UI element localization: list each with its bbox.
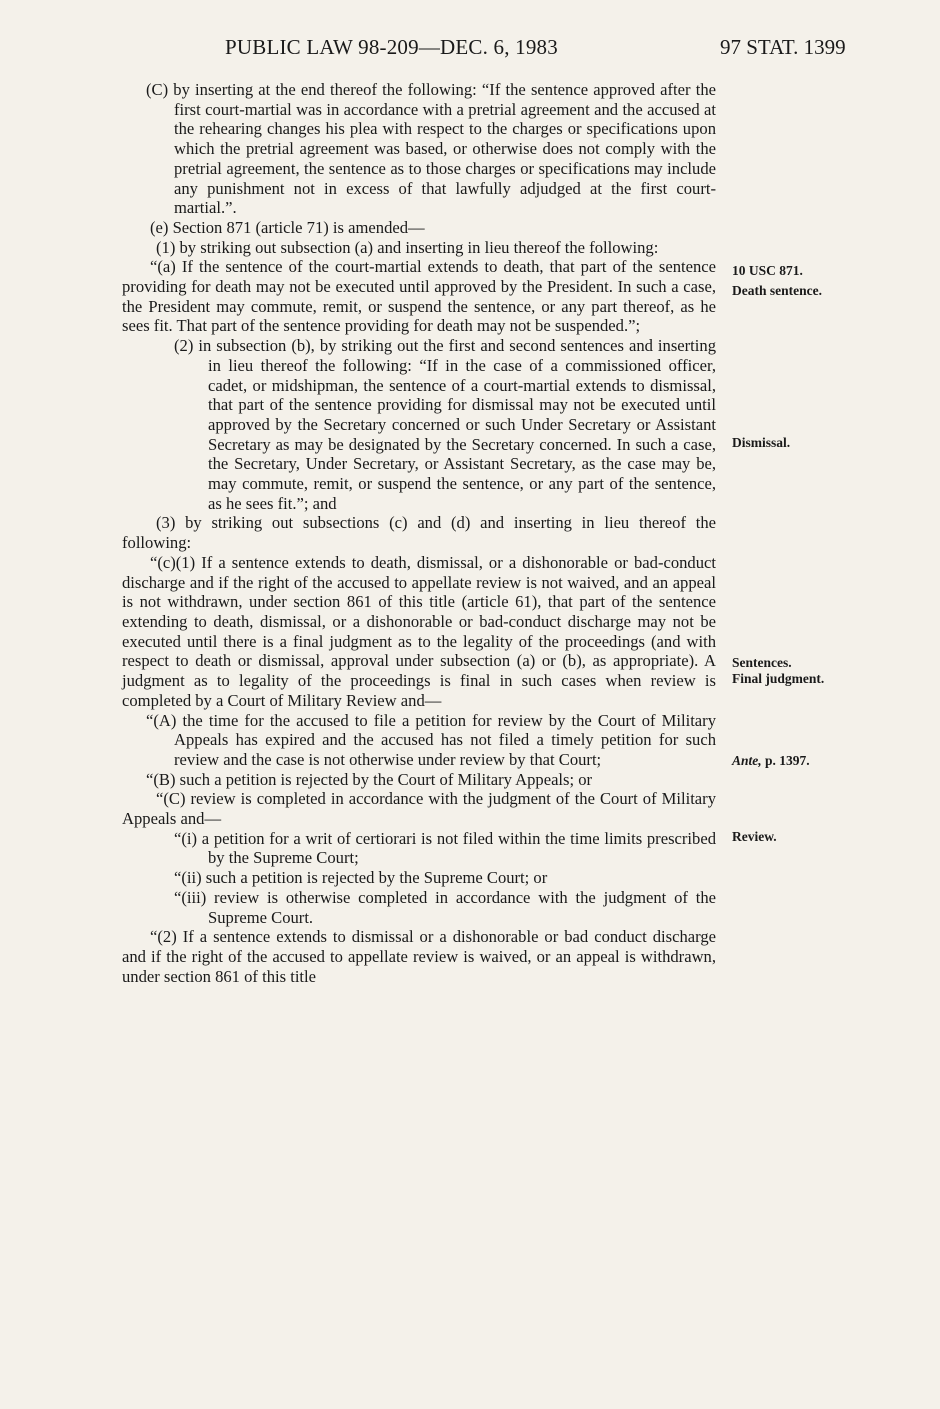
paragraph-c-inserting: (C) by inserting at the end thereof the following: “If the sentence approved after the first court-martial was in accordance with a pretrial agreement and the accused at the rehearing changes his plea with respect to the charges or specifications upon which the pretrial agreement was based, or otherwise does not comply with the pretrial agreement, the sentence as to those charges or specifications may include any punishment not in excess of that lawfully adjudged at the first court-martial.”.	[146, 80, 716, 218]
statute-body	[122, 80, 716, 986]
paragraph-quoted-a-death: “(a) If the sentence of the court-martial extends to death, that part of the sentence providing for death may not be executed until approved by the President. In such a case, the President may commute, remit, or suspend the sentence, or any part thereof, as he sees fit. That part of the sentence providing for death may not be suspended.”;	[122, 257, 716, 336]
margin-note-review: Review.	[732, 829, 777, 844]
paragraph-2-subsection-b: (2) in subsection (b), by striking out the first and second sentences and inserting in lieu thereof the following: “If in the case of a commissioned officer, cadet, or midshipman, the sentence of a court-martial extends to dismissal, that part of the sentence providing for dismissal may not be executed until approved by the Secretary concerned or such Under Secretary or Assistant Secretary as may be designated by the Secretary concerned. In such a case, the Secretary, Under Secretary, or Assistant Secretary, as the case may be, may commute, remit, or suspend the sentence, or any part of the sentence, as he sees fit.”; and	[174, 336, 716, 513]
margin-note-ante-word: Ante,	[732, 753, 762, 768]
paragraph-1-striking-a: (1) by striking out subsection (a) and inserting in lieu thereof the following:	[156, 237, 659, 257]
margin-note-final-judgment: Final judgment.	[732, 671, 825, 686]
paragraph-quoted-iii: “(iii) review is otherwise completed in accordance with the judgment of the Supreme Court.	[174, 887, 716, 927]
paragraph-quoted-B: “(B) such a petition is rejected by the Court of Military Appeals; or	[146, 769, 593, 789]
margin-note-usc: 10 USC 871.	[732, 263, 803, 278]
paragraph-e-section-871: (e) Section 871 (article 71) is amended—	[150, 217, 425, 237]
paragraph-3-striking-c-d: (3) by striking out subsections (c) and (d) and inserting in lieu thereof the following:	[122, 513, 716, 553]
paragraph-quoted-c1: “(c)(1) If a sentence extends to death, dismissal, or a dishonorable or bad-conduct discharge and if the right of the accused to appellate review is not waived, and an appeal is not withdrawn, under section 861 of this title (article 61), that part of the sentence extending to death, dismissal, or a dishonorable or bad-conduct discharge may not be executed until there is a final judgment as to the legality of the proceedings (and with respect to death or dismissal, approval under subsection (a) or (b), as appropriate). A judgment as to legality of the proceedings is final in such cases when review is completed by a Court of Military Review and—	[122, 552, 716, 710]
margin-note-dismissal: Dismissal.	[732, 435, 791, 450]
paragraph-quoted-i: “(i) a petition for a writ of certiorari is not filed within the time limits prescribed by the Supreme Court;	[174, 828, 716, 868]
margin-note-ante	[732, 752, 862, 769]
paragraph-quoted-ii: “(ii) such a petition is rejected by the Supreme Court; or	[174, 868, 548, 888]
page-header-title: PUBLIC LAW 98-209—DEC. 6, 1983	[225, 35, 558, 59]
paragraph-quoted-2: “(2) If a sentence extends to dismissal or a dishonorable or bad conduct discharge and if the right of the accused to appellate review is waived, or an appeal is withdrawn, under section 861 of this title	[122, 927, 716, 986]
page-header-stat: 97 STAT. 1399	[720, 35, 846, 59]
margin-note-death-sentence: Death sentence.	[732, 283, 822, 298]
paragraph-quoted-C: “(C) review is completed in accordance with the judgment of the Court of Military Appeals and—	[122, 789, 716, 829]
paragraph-quoted-A: “(A) the time for the accused to file a petition for review by the Court of Military Appeals has expired and the accused has not filed a timely petition for such review and the case is not otherwise under review by that Court;	[146, 710, 716, 769]
margin-note-ante-page: p. 1397.	[761, 753, 810, 768]
margin-note-sentences: Sentences.	[732, 655, 792, 670]
